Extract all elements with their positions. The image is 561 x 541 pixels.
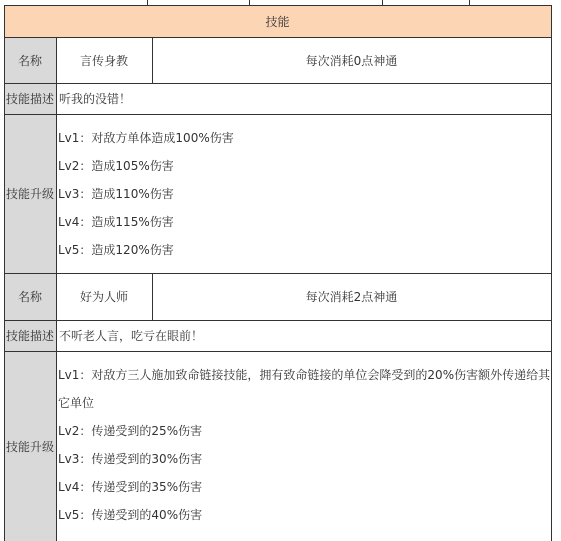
row-divider xyxy=(4,351,552,352)
row-divider xyxy=(4,320,552,321)
header-title: 技能 xyxy=(4,5,551,37)
skill1-level-1: Lv1：对敌方单体造成100%伤害 xyxy=(58,131,234,145)
skill2-desc-label: 技能描述 xyxy=(4,320,56,351)
skill2-name-label: 名称 xyxy=(4,273,56,320)
row-divider xyxy=(4,5,552,6)
skill1-cost: 每次消耗0点神通 xyxy=(305,53,398,68)
skill1-level-2: Lv2：造成105%伤害 xyxy=(58,159,174,173)
skill1-desc-value: 听我的没错！ xyxy=(59,92,132,106)
skill1-level-4: Lv4：造成115%伤害 xyxy=(58,215,174,229)
skill1-level-3: Lv3：造成110%伤害 xyxy=(58,187,174,201)
skill1-desc-label: 技能描述 xyxy=(4,83,56,114)
row-divider xyxy=(4,273,552,274)
col-divider xyxy=(56,37,57,541)
skill2-level-2: Lv2：传递受到的25%伤害 xyxy=(58,424,203,438)
row-divider xyxy=(4,114,552,115)
col-divider xyxy=(152,37,153,83)
skill1-name-label: 名称 xyxy=(4,37,56,83)
skill2-name-value: 好为人师 xyxy=(79,290,128,304)
skill2-level-5: Lv5：传递受到的40%伤害 xyxy=(58,508,203,522)
row-divider xyxy=(4,83,552,84)
outer-left-border xyxy=(4,5,5,541)
skill1-level-5: Lv5：造成120%伤害 xyxy=(58,243,174,257)
skill2-cost: 每次消耗2点神通 xyxy=(305,290,398,304)
skill2-level-4: Lv4：传递受到的35%伤害 xyxy=(58,480,203,494)
skill1-name-value: 言传身教 xyxy=(79,53,128,68)
skill2-level-1: Lv1：对敌方三人施加致命链接技能，拥有致命链接的单位会降受到的20%伤害额外传递给其 xyxy=(58,368,551,382)
row-divider xyxy=(4,37,552,38)
col-divider xyxy=(152,273,153,320)
skill2-level-3: Lv3：传递受到的30%伤害 xyxy=(58,452,203,466)
skill2-level-1-cont: 它单位 xyxy=(58,396,95,410)
skill1-upgrade-label: 技能升级 xyxy=(4,114,56,273)
skill2-upgrade-label: 技能升级 xyxy=(4,351,56,541)
skill2-desc-value: 不听老人言，吃亏在眼前！ xyxy=(59,329,204,343)
outer-right-border xyxy=(551,5,552,541)
